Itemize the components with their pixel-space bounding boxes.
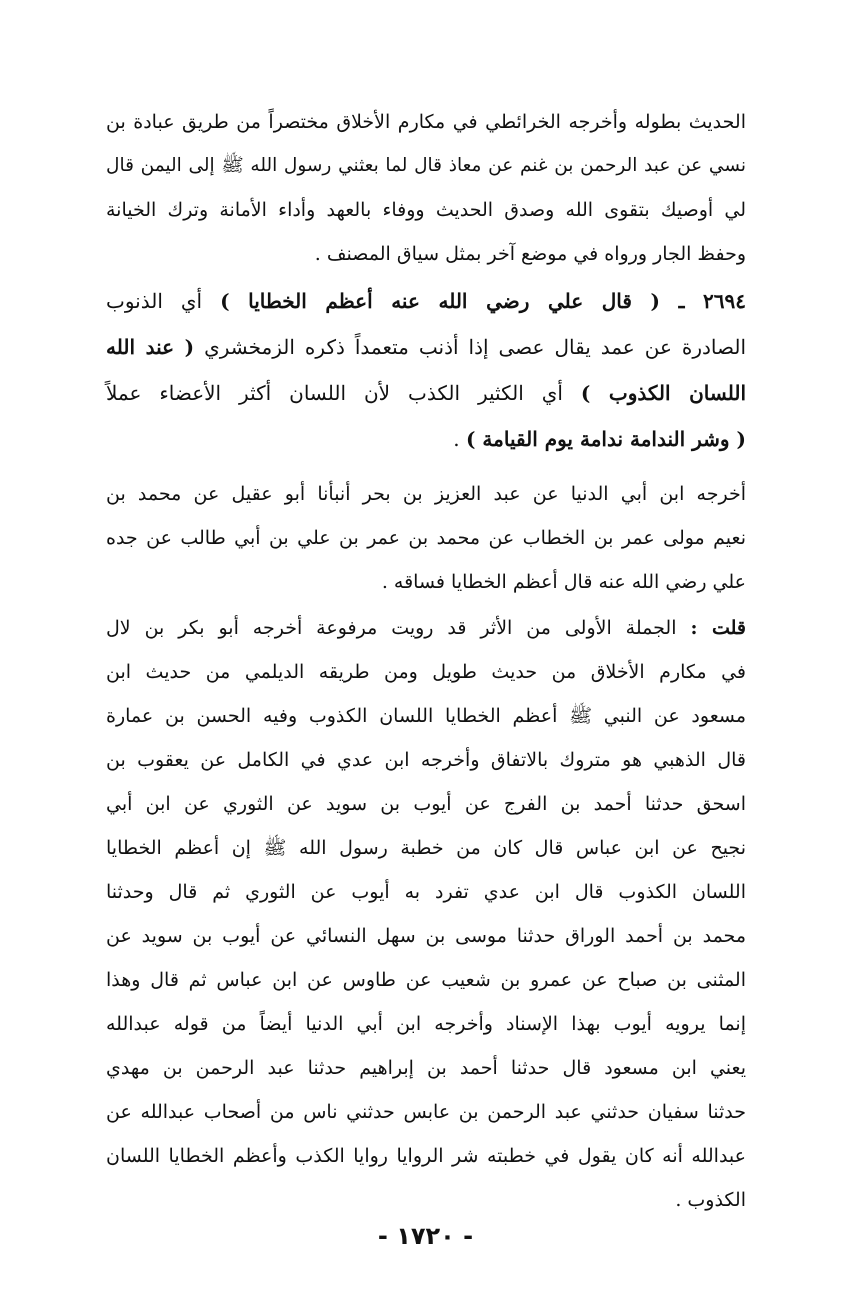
text-line: الكذوب . [675,1189,746,1211]
text-line: وحفظ الجار ورواه في موضع آخر بمثل سياق المصنف . [314,243,746,265]
text-line: علي رضي الله عنه قال أعظم الخطايا فساقه . [381,571,746,593]
qultu-label: قلت : [690,617,746,639]
text-line: لي أوصيك بتقوى الله وصدق الحديث ووفاء بالعهد وأداء الأمانة وترك الخيانة [106,199,746,221]
text-span: الجملة الأولى من الأثر قد رويت مرفوعة أخرجه أبو بكر بن لال [106,617,677,639]
entry-gloss: الصادرة عن عمد يقال عصى إذا أذنب متعمداً ذكره الزمخشري [204,335,746,359]
text-line: محمد بن أحمد الوراق حدثنا موسى بن سهل النسائي عن أيوب بن سويد عن [106,925,746,947]
entry-gloss: أي الذنوب [106,289,203,313]
entry-quote: ( عند الله [106,335,195,359]
page-number: - ١٧٢٠ - [377,1222,474,1250]
entry-end: . [453,427,460,451]
entry-number-heading: ٢٦٩٤ ـ ( قال علي رضي الله عنه أعظم الخطايا ) [220,289,747,313]
paragraph-commentary-1 [106,100,746,276]
entry-line [106,278,746,324]
entry-line [106,416,746,462]
text-line: اللسان الكذوب قال ابن عدي تفرد به أيوب عن الثوري ثم قال وحدثنا [106,881,746,903]
paragraph-qultu [106,606,746,1222]
entry-gloss: أي الكثير الكذب لأن اللسان أكثر الأعضاء عملاً [106,381,563,405]
entry-line [106,370,746,416]
text-line: المثنى بن صباح عن عمرو بن شعيب عن طاوس عن ابن عباس ثم قال وهذا [106,969,746,991]
entry-2694 [106,278,746,462]
text-line: أخرجه ابن أبي الدنيا عن عبد العزيز بن بحر أنبأنا أبو عقيل عن محمد بن [106,483,746,505]
text-line: اسحق حدثنا أحمد بن الفرج عن أيوب بن سويد عن الثوري عن ابن أبي [106,793,746,815]
text-line: نعيم مولى عمر بن الخطاب عن محمد بن عمر بن علي بن أبي طالب عن جده [106,527,746,549]
text-line: الحديث بطوله وأخرجه الخرائطي في مكارم الأخلاق مختصراً من طريق عبادة بن [106,111,746,133]
entry-quote: ( وشر الندامة ندامة يوم القيامة ) [466,427,746,451]
text-line: يعني ابن مسعود قال حدثنا أحمد بن إبراهيم حدثنا عبد الرحمن بن مهدي [106,1057,746,1079]
entry-quote: اللسان الكذوب ) [580,381,747,405]
text-line: مسعود عن النبي ﷺ أعظم الخطايا اللسان الكذوب وفيه الحسن بن عمارة [106,705,746,727]
text-line: في مكارم الأخلاق من حديث طويل ومن طريقه الديلمي من حديث ابن [106,661,746,683]
text-line: حدثنا سفيان حدثني عبد الرحمن بن عابس حدثني ناس من أصحاب عبدالله عن [106,1101,746,1123]
text-line: نسي عن عبد الرحمن بن غنم عن معاذ قال لما بعثني رسول الله ﷺ إلى اليمن قال [106,155,746,176]
text-line: قال الذهبي هو متروك بالاتفاق وأخرجه ابن عدي في الكامل عن يعقوب بن [106,749,746,771]
text-line: عبدالله أنه كان يقول في خطبته شر الروايا روايا الكذب وأعظم الخطايا اللسان [106,1145,746,1167]
text-line: نجيح عن ابن عباس قال كان من خطبة رسول الله ﷺ إن أعظم الخطايا [106,837,746,859]
entry-line [106,324,746,370]
text-line [106,606,746,650]
text-line: إنما يرويه أيوب بهذا الإسناد وأخرجه ابن أبي الدنيا أيضاً من قوله عبدالله [106,1013,746,1035]
paragraph-takhrij [106,472,746,604]
